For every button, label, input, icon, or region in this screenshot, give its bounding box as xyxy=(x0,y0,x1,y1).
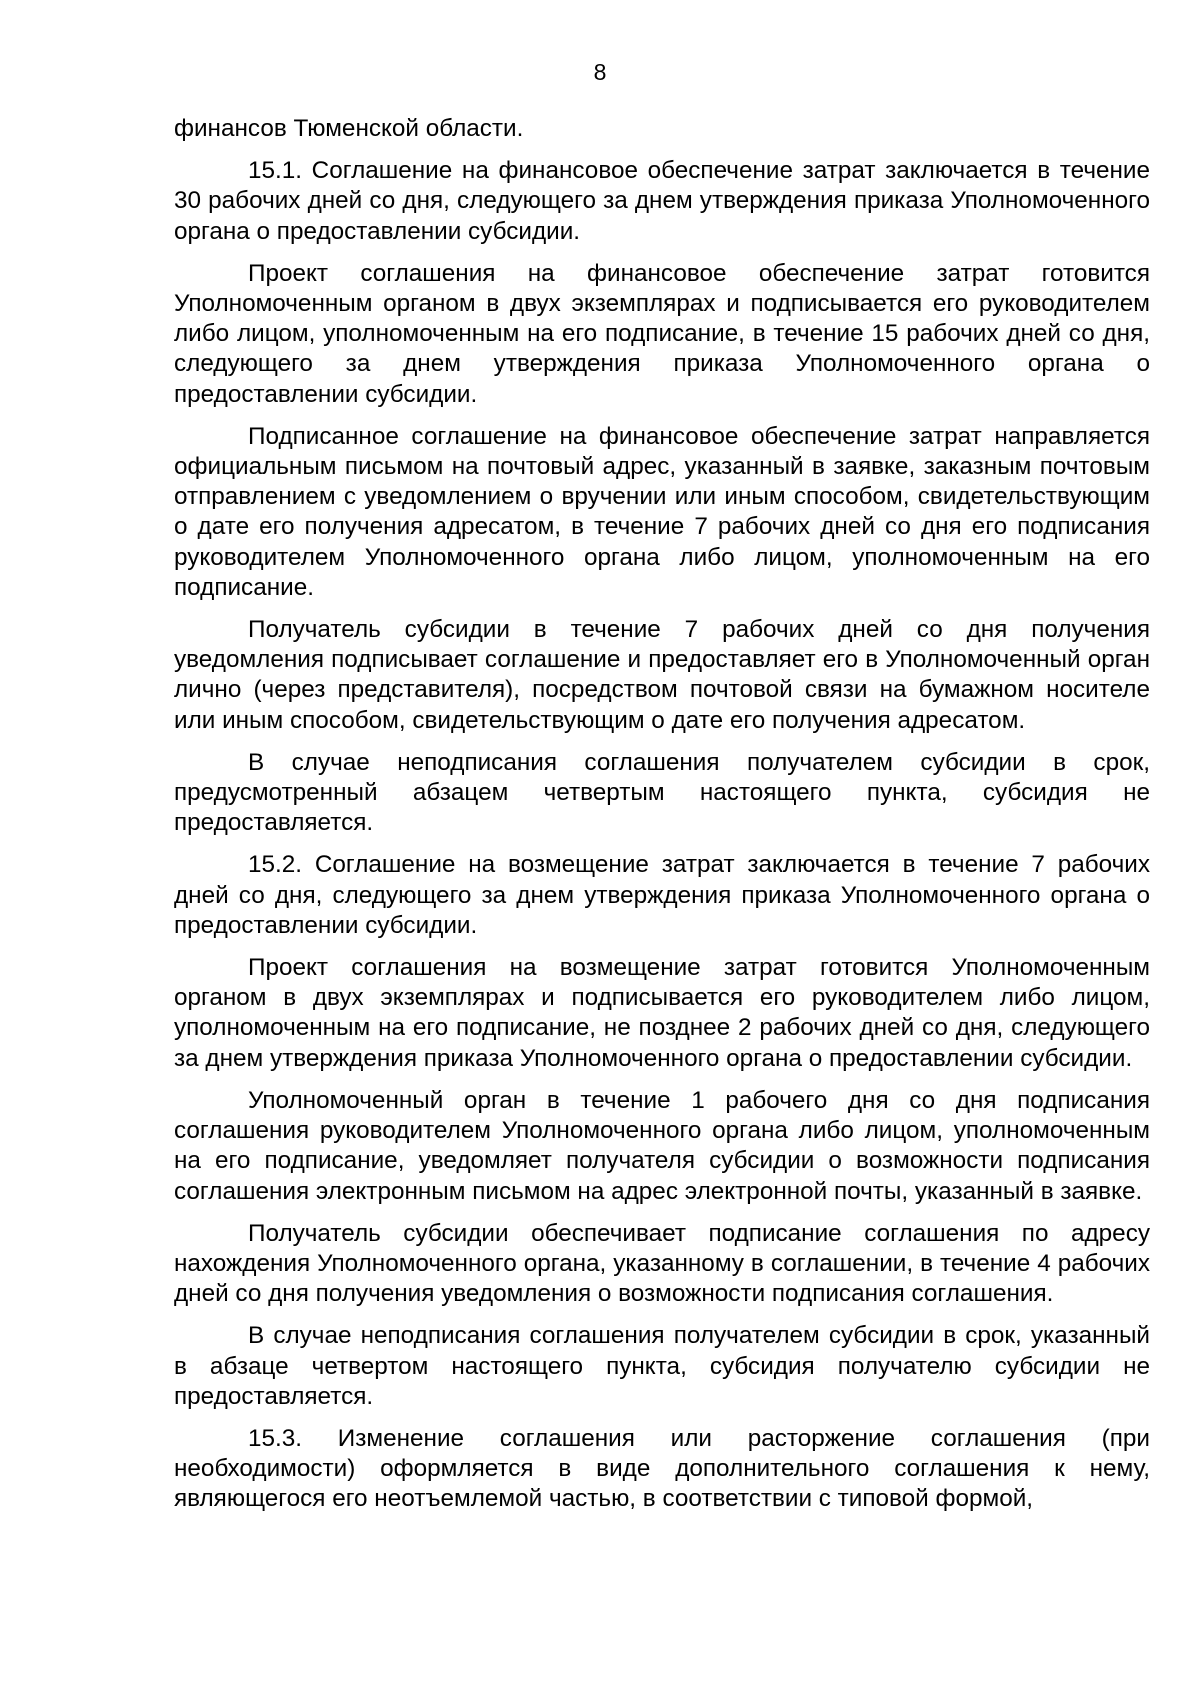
paragraph-signed-agreement-sent: Подписанное соглашение на финансовое обеспечение затрат направляется официальным письмом на почтовый адрес, указанный в заявке, заказным почтовым отправлением с уведомлением о вручении или иным способом, свидетельствующим о дате его получения адресатом, в течение 7 рабочих дней со дня его подписания руководителем Уполномоченного органа либо лицом, уполномоченным на его подписание. xyxy=(174,422,1150,601)
paragraph-15-3: 15.3. Изменение соглашения или расторжение соглашения (при необходимости) оформляется в виде дополнительного соглашения к нему, являющегося его неотъемлемой частью, в соответствии с типовой формой, xyxy=(174,1424,1150,1513)
paragraph-draft-financing: Проект соглашения на финансовое обеспечение затрат готовится Уполномоченным органом в двух экземплярах и подписывается его руководителем либо лицом, уполномоченным на его подписание, в течение 15 рабочих дней со дня, следующего за днем утверждения приказа Уполномоченного органа о предоставлении субсидии. xyxy=(174,259,1150,408)
paragraph-notification: Уполномоченный орган в течение 1 рабочего дня со дня подписания соглашения руководителем Уполномоченного органа либо лицом, уполномоченным на его подписание, уведомляет получателя субсидии о возможности подписания соглашения электронным письмом на адрес электронной почты, указанный в заявке. xyxy=(174,1086,1150,1205)
page-number: 8 xyxy=(593,59,607,85)
paragraph-draft-reimbursement: Проект соглашения на возмещение затрат готовится Уполномоченным органом в двух экземплярах и подписывается его руководителем либо лицом, уполномоченным на его подписание, не позднее 2 рабочих дней со дня, следующего за днем утверждения приказа Уполномоченного органа о предоставлении субсидии. xyxy=(174,954,1150,1072)
paragraph-recipient-signs: Получатель субсидии в течение 7 рабочих дней со дня получения уведомления подписывает соглашение и предоставляет его в Уполномоченный орган лично (через представителя), посредством почтовой связи на бумажном носителе или иным способом, свидетельствующим о дате его получения адресатом. xyxy=(174,616,1150,734)
paragraph-15-1: 15.1. Соглашение на финансовое обеспечение затрат заключается в течение 30 рабочих дней со дня, следующего за днем утверждения приказа Уполномоченного органа о предоставлении субсидии. xyxy=(174,157,1150,245)
document-body xyxy=(174,114,1150,1527)
paragraph-continuation: финансов Тюменской области. xyxy=(174,115,524,142)
paragraph-not-signed-reimbursement: В случае неподписания соглашения получателем субсидии в срок, указанный в абзаце четвертом настоящего пункта, субсидия получателю субсидии не предоставляется. xyxy=(174,1322,1150,1410)
paragraph-recipient-signing-address: Получатель субсидии обеспечивает подписание соглашения по адресу нахождения Уполномоченного органа, указанному в соглашении, в течение 4 рабочих дней со дня получения уведомления о возможности подписания соглашения. xyxy=(174,1219,1150,1308)
paragraph-15-2: 15.2. Соглашение на возмещение затрат заключается в течение 7 рабочих дней со дня, следующего за днем утверждения приказа Уполномоченного органа о предоставлении субсидии. xyxy=(174,851,1150,939)
paragraph-not-signed-financing: В случае неподписания соглашения получателем субсидии в срок, предусмотренный абзацем четвертым настоящего пункта, субсидия не предоставляется. xyxy=(174,748,1150,837)
